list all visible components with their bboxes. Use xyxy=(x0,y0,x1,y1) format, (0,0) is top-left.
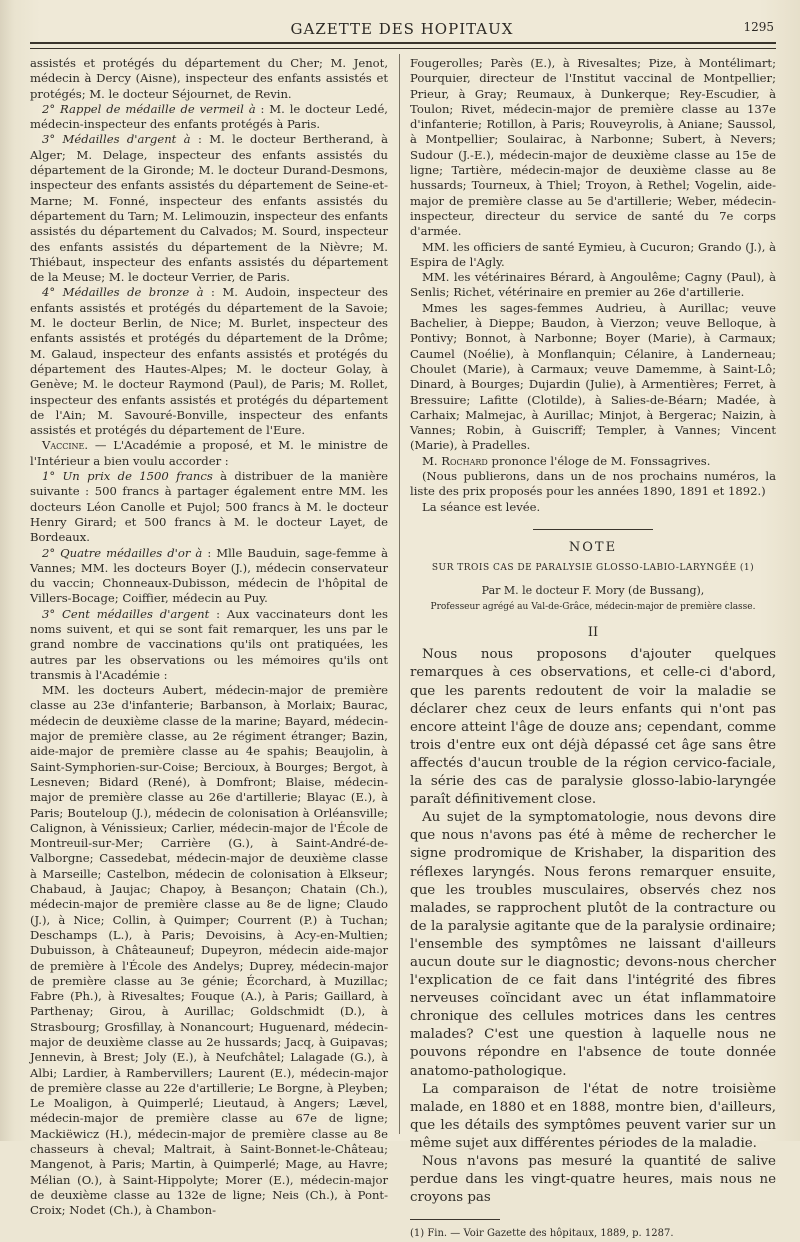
article-paragraph: Nous n'avons pas mesuré la quantité de salive perdue dans les vingt-quatre heures, mais nous ne croyons pas xyxy=(410,1154,776,1206)
page-header xyxy=(28,18,776,40)
paragraph: 1° Un prix de 1500 francs à distribuer de la manière suivante : 500 francs à partager également entre MM. les docteurs Léon Canolle et Pujol; 500 francs à M. le docteur Henry Girard; et 500 francs à M. le docteur Layet, de Bordeaux. xyxy=(30,469,388,545)
right-column xyxy=(410,56,776,1242)
note-heading xyxy=(410,529,776,640)
paragraph: MM. les officiers de santé Eymieu, à Cucuron; Grando (J.), à Espira de l'Agly. xyxy=(410,239,776,269)
article-body xyxy=(410,646,776,1207)
paragraph: (Nous publierons, dans un de nos prochains numéros, la liste des prix proposés pour les années 1890, 1891 et 1892.) xyxy=(410,469,776,499)
paragraph: Fougerolles; Parès (E.), à Rivesaltes; Pize, à Montélimart; Pourquier, directeur de l'Institut vaccinal de Montpellier; Prieur, à Gray; Reumaux, à Dunkerque; Rey-Escudier, à Toulon; Rivet, médecin-major de première classe au 137e d'infanterie; Rotillon, à Paris; Rouveyrolis, à Aniane; Saussol, à Montpellier; Soulairac, à Narbonne; Subert, à Nevers; Sudour (J.-E.), médecin-major de deuxième classe au 15e de ligne; Tartière, médecin-major de deuxième classe au 8e hussards; Tourneux, à Thiel; Troyon, à Rethel; Vogelin, aide-major de première classe au 5e d'artillerie; Weber, médecin-inspecteur, directeur du service de santé du 7e corps d'armée. xyxy=(410,56,776,239)
paragraph: 3° Médailles d'argent à : M. le docteur Bertherand, à Alger; M. Delage, inspecteur des enfants assistés du département de la Gironde; M. le docteur Durand-Desmons, inspecteur des enfants assistés du département de Seine-et-Marne; M. Fonné, inspecteur des enfants assistés du département du Tarn; M. Lelimouzin, inspecteur des enfants assistés du département du Calvados; M. Sourd, inspecteur des enfants assistés du département de la Nièvre; M. Thiébaut, inspecteur des enfants assistés du département de la Meuse; M. le docteur Verrier, de Paris. xyxy=(30,132,388,285)
note-title: NOTE xyxy=(568,539,618,555)
paragraph: MM. les docteurs Aubert, médecin-major de première classe au 23e d'infanterie; Barbanson, à Morlaix; Baurac, médecin de deuxième classe de la marine; Bayard, médecin-major de première classe, au 2e régiment étranger; Bazin, aide-major de première classe au 4e spahis; Beaujolin, à Saint-Symphorien-sur-Coise; Bercioux, à Bourges; Bergot, à Lesneven; Bidard (René), à Domfront; Blaise, médecin-major de première classe au 26e d'artillerie; Blayac (E.), à Paris; Bouteloup (J.), médecin de colonisation à Orléansville; Calignon, à Vénissieux; Carlier, médecin-major de l'École de Montreuil-sur-Mer; Carrière (G.), à Saint-André-de-Valborgne; Cassedebat, médecin-major de deuxième classe à Marseille; Castelbon, médecin de colonisation à Elkseur; Chabaud, à Jaujac; Chapoy, à Besançon; Chatain (Ch.), médecin-major de première classe au 8e de ligne; Claudo (J.), à Nice; Collin, à Quimper; Courrent (P.) à Tuchan; Deschamps (L.), à Paris; Devoisins, à Acy-en-Multien; Dubuisson, à Châteauneuf; Dupeyron, médecin aide-major de première à l'École des Andelys; Duprey, médecin-major de première classe au 3e génie; Écorchard, à Muzillac; Fabre (Ph.), à Rivesaltes; Fouque (A.), à Paris; Gaillard, à Parthenay; Girou, à Aurillac; Goldschmidt (D.), à Strasbourg; Grosfillay, à Nonancourt; Huguenard, médecin-major de deuxième classe au 2e hussards; Jacq, à Guipavas; Jennevin, à Brest; Joly (E.), à Neufchâtel; Lalagade (G.), à Albi; Lardier, à Rambervillers; Laurent (E.), médecin-major de première classe au 22e d'artillerie; Le Borgne, à Pleyben; Le Moaligon, à Quimperlé; Lieutaud, à Angers; Lævel, médecin-major de première classe au 67e de ligne; Mackiëwicz (H.), médecin-major de première classe au 8e chasseurs à cheval; Maltrait, à Saint-Bonnet-le-Château; Mangenot, à Paris; Martin, à Quimperlé; Mage, au Havre; Mélian (O.), à Saint-Hippolyte; Morer (E.), médecin-major de deuxième classe au 132e de ligne; Neis (Ch.), à Pont-Croix; Nodet (Ch.), à Chambon- xyxy=(30,683,388,1218)
paragraph: 3° Cent médailles d'argent : Aux vaccinateurs dont les noms suivent, et qui se sont fait remarquer, les uns par le grand nombre de vaccinations qu'ils ont pratiquées, les autres par les observations ou les mémoires qu'ils ont transmis à l'Académie : xyxy=(30,606,388,682)
section-number: II xyxy=(587,625,599,641)
paragraph: assistés et protégés du département du Cher; M. Jenot, médecin à Dercy (Aisne), inspecteur des enfants assistés et protégés; M. le docteur Séjournet, de Revin. xyxy=(30,56,388,101)
page-number: 1295 xyxy=(743,20,774,34)
paragraph: MM. les vétérinaires Bérard, à Angoulême; Cagny (Paul), à Senlis; Richet, vétérinaire en premier au 26e d'artillerie. xyxy=(410,270,776,300)
article-paragraph: Au sujet de la symptomatologie, nous devons dire que nous n'avons pas été à même de rechercher le signe prodromique de Krishaber, la disparition des réflexes laryngés. Nous ferons remarquer ensuite, que les troubles musculaires, observés chez nos malades, se rapprochent plutôt de la contracture ou de la paralysie agitante que de la paralysie ordinaire; l'ensemble des symptômes ne laissant d'ailleurs aucun doute sur le diagnostic; devons-nous chercher l'explication de ce fait dans l'intégrité des fibres nerveuses coïncidant avec un état inflammatoire chronique des cellules motrices dans les centres malades? C'est une question à laquelle nous ne pouvons répondre en l'absence de toute donnée anatomo-pathologique. xyxy=(410,810,776,1079)
paragraph: 2° Rappel de médaille de vermeil à : M. le docteur Ledé, médecin-inspecteur des enfants protégés à Paris. xyxy=(30,101,388,132)
separator-rule xyxy=(533,529,653,530)
article-paragraph: La comparaison de l'état de notre troisième malade, en 1880 et en 1888, montre bien, d'ailleurs, que les détails des symptômes peuvent varier sur un même sujet aux différentes périodes de la maladie. xyxy=(410,1081,776,1151)
left-column xyxy=(30,56,388,1219)
paragraph: M. Rochard prononce l'éloge de M. Fonssagrives. xyxy=(422,453,711,468)
footnote: (1) Fin. — Voir Gazette des hôpitaux, 1889, p. 1287. xyxy=(410,1228,674,1240)
paragraph: 2° Quatre médailles d'or à : Mlle Bauduin, sage-femme à Vannes; MM. les docteurs Boyer (J.), médecin conservateur du vaccin; Chonneaux-Dubisson, médecin de l'hôpital de Villers-Bocage; Coiffier, médecin au Puy. xyxy=(30,545,389,606)
paragraph: Mmes les sages-femmes Audrieu, à Aurillac; veuve Bachelier, à Dieppe; Baudon, à Vierzon; veuve Belloque, à Pontivy; Bonnot, à Narbonne; Boyer (Marie), à Carmaux; Caumel (Noélie), à Monflanquin; Célanire, à Landerneau; Choulet (Marie), à Carmaux; veuve Damemme, à Saint-Lô; Dinard, à Bourges; Dujardin (Julie), à Armentières; Ferret, à Bressuire; Lafitte (Clotilde), à Salies-de-Béarn; Madée, à Carhaix; Malmejac, à Aurillac; Minjot, à Bergerac; Naizin, à Vannes; Robin, à Guiscriff; Templer, à Vannes; Vincent (Marie), à Pradelles. xyxy=(410,300,776,453)
header-rule-thin xyxy=(30,48,776,49)
paragraph: 4° Médailles de bronze à : M. Audoin, inspecteur des enfants assistés et protégés du département de la Savoie; M. le docteur Berlin, de Nice; M. Burlet, inspecteur des enfants assistés et protégés du département de la Drôme; M. Galaud, inspecteur des enfants assistés et protégés du département des Hautes-Alpes; M. le docteur Golay, à Genève; M. le docteur Raymond (Paul), de Paris; M. Rollet, inspecteur des enfants assistés et protégés du département de l'Ain; M. Savouré-Bonville, inspecteur des enfants assistés et protégés du département de l'Eure. xyxy=(30,285,389,438)
note-affiliation: Professeur agrégé au Val-de-Grâce, médecin-major de première classe. xyxy=(430,601,756,612)
paragraph: Vaccine. — L'Académie a proposé, et M. le ministre de l'Intérieur a bien voulu accorder : xyxy=(30,438,388,468)
header-rule-thick xyxy=(30,42,776,44)
note-author: Par M. le docteur F. Mory (de Bussang), xyxy=(481,583,705,597)
article-paragraph: Nous nous proposons d'ajouter quelques remarques à ces observations, et celle-ci d'abord, que les parents redoutent de voir la maladie se déclarer chez ceux de leurs enfants qui n'ont pas encore atteint l'âge de douze ans; cependant, comme trois d'entre eux ont déjà dépassé cet âge sans être affectés d'aucun trouble de la région cervico-faciale, la série des cas de paralysie glosso-labio-laryngée paraît définitivement close. xyxy=(410,647,776,808)
column-divider xyxy=(399,54,400,1134)
note-subtitle: SUR TROIS CAS DE PARALYSIE GLOSSO-LABIO-LARYNGÉE (1) xyxy=(431,563,755,574)
journal-title: GAZETTE DES HOPITAUX xyxy=(290,20,514,38)
footnote-rule xyxy=(410,1219,500,1220)
paragraph: La séance est levée. xyxy=(422,499,541,514)
